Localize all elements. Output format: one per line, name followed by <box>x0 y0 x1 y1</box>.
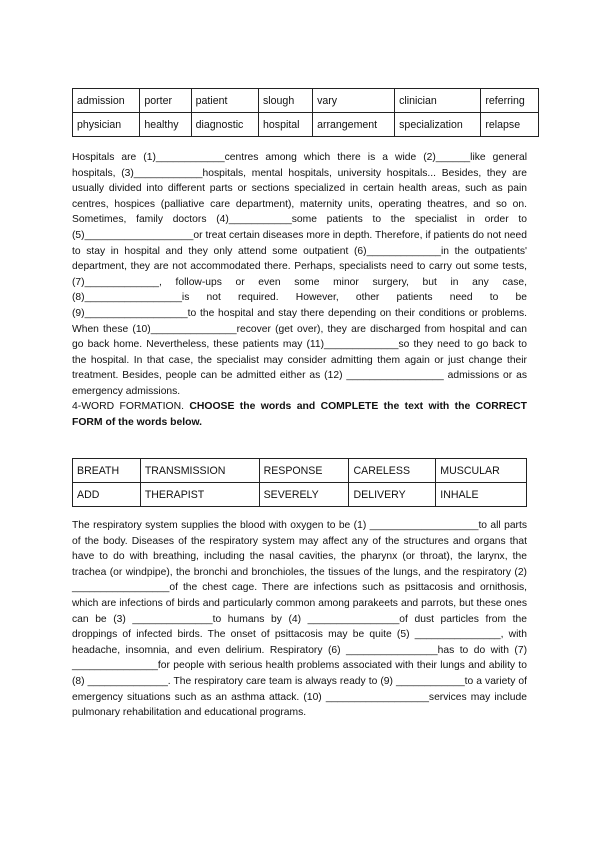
word-cell: MUSCULAR <box>436 459 527 483</box>
word-cell: patient <box>191 89 258 113</box>
word-bank-table-2 <box>72 458 527 507</box>
word-cell: hospital <box>259 113 313 137</box>
word-cell: BREATH <box>73 459 141 483</box>
word-cell: SEVERELY <box>259 483 349 507</box>
word-cell: healthy <box>140 113 191 137</box>
word-cell: diagnostic <box>191 113 258 137</box>
word-bank-table-1 <box>72 88 539 137</box>
word-cell: ADD <box>73 483 141 507</box>
word-cell: RESPONSE <box>259 459 349 483</box>
word-cell: admission <box>73 89 140 113</box>
word-cell: relapse <box>481 113 539 137</box>
hospitals-gap-fill-text: Hospitals are (1)____________centres among which there is a wide (2)______like general hospitals, (3)____________hospitals, mental hospitals, university hospitals... Besides, they are usually divided into different parts or sections specialized in certain health areas, such as pain centres, hospices (palliative care department), maternity units, operating theatres, and so on. Sometimes, family doctors (4)___________some patients to the specialist in order to (5)___________________or treat certain diseases more in depth. Therefore, if patients do not need to stay in hospital and they only attend some outpatient (6)_____________in the outpatients' department, they are not accommodated there. Perhaps, specialists need to carry out some tests, (7)_____________, follow-ups or even some minor surgery, but in any case, (8)_________________is not required. However, other patients need to be (9)__________________to the hospital and stay there depending on their conditions or problems. When these (10)_______________recover (get over), they are discharged from hospital and can go back home. Nevertheless, these patients may (11)_____________so they need to go back to the hospital. In that case, the specialist may consider admitting them again or just change their treatment. Besides, people can be admitted either as (12) _________________ admissions or as emergency admissions. <box>72 152 527 397</box>
word-cell: arrangement <box>313 113 395 137</box>
word-cell: CARELESS <box>349 459 436 483</box>
table-row <box>73 459 527 483</box>
word-cell: DELIVERY <box>349 483 436 507</box>
word-cell: vary <box>313 89 395 113</box>
table-row <box>73 483 527 507</box>
table-row <box>73 89 539 113</box>
section-4-instruction: CHOOSE the words and COMPLETE the text with the CORRECT FORM of the words below. <box>72 401 527 428</box>
word-cell: porter <box>140 89 191 113</box>
respiratory-gap-fill-text: The respiratory system supplies the blood with oxygen to be (1) ___________________to all parts of the body. Diseases of the respiratory system may affect any of the structures and organs that have to do with breathing, including the nasal cavities, the pharynx (or throat), the larynx, the trachea (or windpipe), the bronchi and bronchioles, the tissues of the lungs, and the respiratory (2) _________________of the chest cage. There are infections such as psittacosis and ornithosis, which are infections of birds and particularly common among parakeets and parrots, but these ones can be (3) ______________to humans by (4) ________________of dust particles from the droppings of infected birds. The onset of psittacosis may be quite (5) _______________, with headache, insomnia, and even delirium. Respiratory (6) ________________has to do with (7) _______________for people with serious health problems associated with their lungs and ability to (8) ______________. The respiratory care team is always ready to (9) ____________to a variety of emergency situations such as an asthma attack. (10) __________________services may include pulmonary rehabilitation and educational programs. <box>72 520 527 719</box>
word-cell: specialization <box>395 113 481 137</box>
word-cell: physician <box>73 113 140 137</box>
word-cell: referring <box>481 89 539 113</box>
word-cell: THERAPIST <box>140 483 259 507</box>
section-4-label: 4-WORD FORMATION. <box>72 401 190 412</box>
word-cell: INHALE <box>436 483 527 507</box>
table-row <box>73 113 539 137</box>
section-4-heading <box>72 399 527 430</box>
word-cell: TRANSMISSION <box>140 459 259 483</box>
word-cell: clinician <box>395 89 481 113</box>
word-cell: slough <box>259 89 313 113</box>
